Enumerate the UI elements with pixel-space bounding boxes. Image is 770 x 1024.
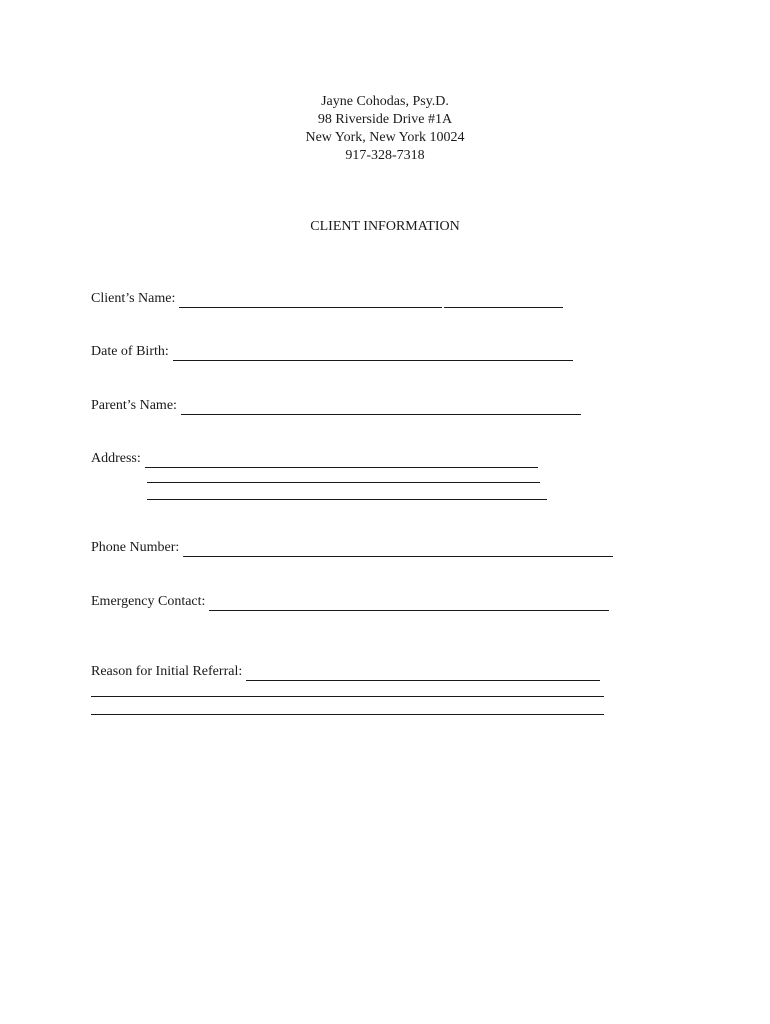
date-of-birth-row xyxy=(91,343,573,361)
client-name-blank-extension[interactable] xyxy=(444,293,563,308)
form-title: CLIENT INFORMATION xyxy=(310,219,460,234)
client-name-blank[interactable] xyxy=(179,293,442,308)
referral-reason-label: Reason for Initial Referral: xyxy=(91,664,243,679)
emergency-contact-row xyxy=(91,593,609,611)
office-phone: 917-328-7318 xyxy=(345,148,425,163)
letterhead xyxy=(0,93,770,165)
phone-number-blank[interactable] xyxy=(183,542,613,557)
parent-name-blank[interactable] xyxy=(181,400,581,415)
date-of-birth-blank[interactable] xyxy=(173,346,573,361)
referral-reason-row xyxy=(91,663,600,681)
referral-reason-blank-line-2[interactable] xyxy=(91,696,604,697)
city-state-zip: New York, New York 10024 xyxy=(305,130,465,145)
referral-reason-blank-line-3[interactable] xyxy=(91,714,604,715)
address-label: Address: xyxy=(91,451,141,466)
address-row xyxy=(91,450,538,468)
street-address: 98 Riverside Drive #1A xyxy=(317,112,453,127)
parent-name-row xyxy=(91,397,581,415)
emergency-contact-blank[interactable] xyxy=(209,596,609,611)
emergency-contact-label: Emergency Contact: xyxy=(91,594,206,609)
address-blank-line-1[interactable] xyxy=(145,453,538,468)
client-name-label: Client’s Name: xyxy=(91,291,176,306)
address-blank-line-2[interactable] xyxy=(147,482,540,483)
parent-name-label: Parent’s Name: xyxy=(91,398,177,413)
date-of-birth-label: Date of Birth: xyxy=(91,344,169,359)
phone-number-row xyxy=(91,539,613,557)
referral-reason-blank-line-1[interactable] xyxy=(246,666,600,681)
phone-number-label: Phone Number: xyxy=(91,540,180,555)
practitioner-name: Jayne Cohodas, Psy.D. xyxy=(321,94,449,109)
address-blank-line-3[interactable] xyxy=(147,499,547,500)
client-name-row xyxy=(91,290,563,308)
